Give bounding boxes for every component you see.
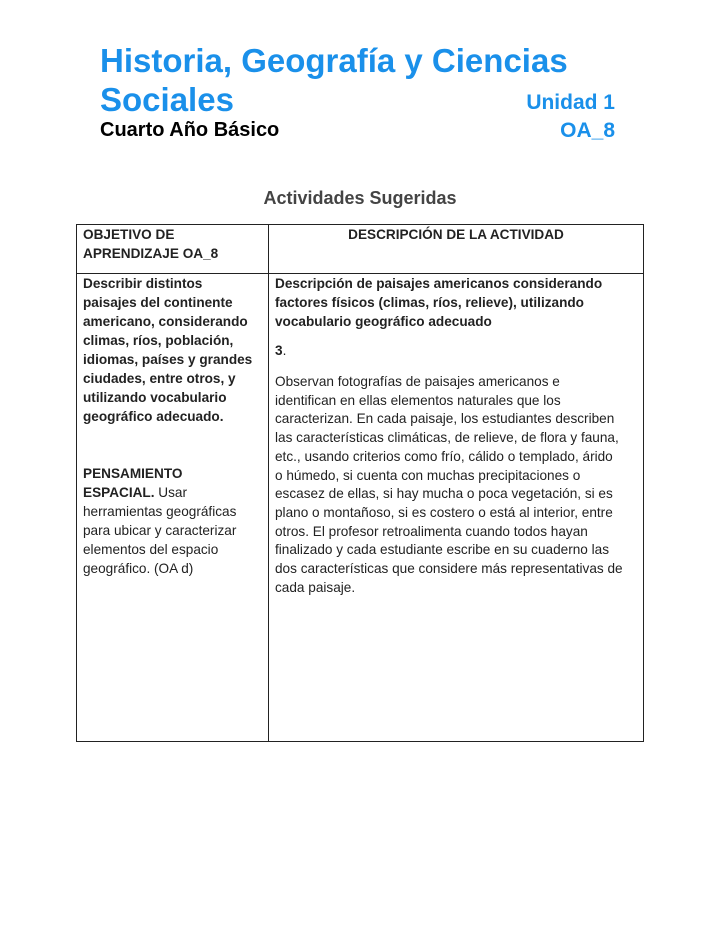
objective-text-line: idiomas, países y grandes <box>83 352 253 367</box>
col1-header-line: APRENDIZAJE OA_8 <box>83 246 219 261</box>
grade-label: Cuarto Año Básico <box>100 119 280 141</box>
objective-text <box>83 274 252 426</box>
col1-header-line: OBJETIVO DE <box>83 227 175 242</box>
activity-title <box>275 274 602 331</box>
activity-description-line: escasez de ellas, si hay mucha o poca vegetación, si es <box>275 486 613 502</box>
activity-title-line: factores físicos (climas, ríos, relieve), utilizando <box>275 295 584 310</box>
skill-line-0: Usar <box>154 485 187 500</box>
objective-text-line: climas, ríos, población, <box>83 333 234 348</box>
activity-description-line: dos características que considere más representativas de <box>275 561 623 577</box>
activity-description-line: finalizado y cada estudiante escribe en su cuaderno las <box>275 542 610 558</box>
objective-text-line: geográfico adecuado. <box>83 409 224 424</box>
activity-description-line: etc., usando criterios como frío, cálido o templado, árido <box>275 448 613 464</box>
activity-number <box>275 341 286 360</box>
title-line-2: Sociales <box>100 81 234 118</box>
column-divider <box>268 225 269 741</box>
activity-number-suffix: . <box>282 343 287 358</box>
skill-bold: PENSAMIENTO <box>83 466 183 481</box>
unit-label: Unidad 1 <box>526 91 615 114</box>
activity-description-line: Observan fotografías de paisajes americanos e <box>275 374 560 389</box>
section-title: Actividades Sugeridas <box>263 188 457 208</box>
activity-title-line: Descripción de paisajes americanos considerando <box>275 276 603 291</box>
activity-description-line: cada paisaje. <box>275 579 356 595</box>
oa-label: OA_8 <box>560 119 615 142</box>
skill-line: para ubicar y caracterizar <box>83 523 237 538</box>
activity-description-line: plano o montañoso, si es costero o está al interior, entre <box>275 504 613 520</box>
activity-title-line: vocabulario geográfico adecuado <box>275 314 492 329</box>
activity-description-line: otros. El profesor retroalimenta cuando todos hayan <box>275 523 588 539</box>
skill-line: elementos del espacio <box>83 542 219 557</box>
activity-number-value: 3 <box>275 343 283 358</box>
skill-bold-2: ESPACIAL. <box>83 485 155 500</box>
title-line-1: Historia, Geografía y Ciencias <box>100 42 568 79</box>
activity-description-line: caracterizan. En cada paisaje, los estudiantes describen <box>275 411 615 427</box>
objective-text-line: Describir distintos <box>83 276 203 291</box>
activity-description-line: identifican en ellas elementos naturales que los <box>275 392 561 408</box>
activity-description <box>275 373 623 597</box>
skill-line: geográfico. (OA d) <box>83 561 194 576</box>
activities-table <box>76 224 644 742</box>
skill-text <box>83 464 236 578</box>
skill-line: herramientas geográficas <box>83 504 237 519</box>
objective-text-line: americano, considerando <box>83 314 248 329</box>
objective-text-line: paisajes del continente <box>83 295 233 310</box>
objective-text-line: ciudades, entre otros, y <box>83 371 236 386</box>
activity-description-line: o húmedo, si cuenta con muchas precipitaciones o <box>275 467 581 483</box>
objective-text-line: utilizando vocabulario <box>83 390 227 405</box>
col1-header <box>83 225 218 263</box>
activity-description-line: las características climáticas, de relieve, de flora y fauna, <box>275 430 619 446</box>
col2-header: DESCRIPCIÓN DE LA ACTIVIDAD <box>348 227 564 242</box>
